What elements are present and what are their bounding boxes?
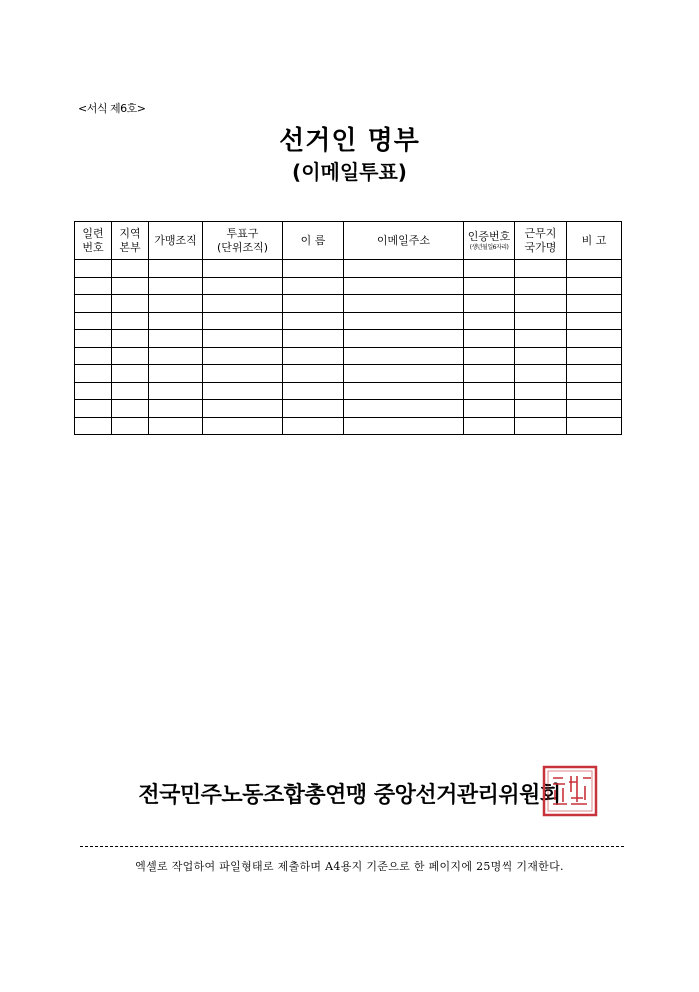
table-cell [567,417,622,435]
table-cell [464,295,515,313]
table-cell [515,400,567,418]
seal-border [544,767,596,815]
table-cell [283,277,344,295]
document-subtitle: (이메일투표) [292,160,407,184]
table-cell [515,260,567,278]
table-cell [112,330,149,348]
table-cell [149,400,203,418]
table-cell [344,347,464,365]
table-cell [567,277,622,295]
table-cell [515,295,567,313]
table-cell [567,382,622,400]
table-cell [149,277,203,295]
table-cell [203,417,283,435]
table-cell [464,382,515,400]
table-cell [344,277,464,295]
table-cell [75,295,112,313]
table-cell [567,260,622,278]
table-cell [112,347,149,365]
table-cell [75,277,112,295]
table-cell [112,382,149,400]
table-cell [515,382,567,400]
header-voting-district: 투표구 (단위조직) [203,222,283,260]
table-cell [112,312,149,330]
table-cell [567,295,622,313]
organization-name: 전국민주노동조합총연맹 중앙선거관리위원회 [138,783,561,808]
header-email: 이메일주소 [344,222,464,260]
table-cell [203,295,283,313]
table-cell [464,347,515,365]
table-cell [203,382,283,400]
table-cell [515,277,567,295]
header-work-country: 근무지 국가명 [515,222,567,260]
table-cell [464,417,515,435]
header-regional-branch: 지역 본부 [112,222,149,260]
table-cell [75,312,112,330]
table-cell [464,400,515,418]
table-cell [567,347,622,365]
table-cell [283,365,344,383]
table-cell [112,260,149,278]
table-cell [344,417,464,435]
table-cell [464,277,515,295]
table-cell [344,330,464,348]
table-cell [515,347,567,365]
table-cell [567,365,622,383]
table-cell [283,295,344,313]
header-serial-number: 일련 번호 [75,222,112,260]
table-cell [344,295,464,313]
header-auth-number: 인증번호 (생년월일6자리) [464,222,515,260]
table-cell [203,347,283,365]
table-cell [203,330,283,348]
table-cell [344,260,464,278]
table-cell [149,365,203,383]
table-cell [203,312,283,330]
table-cell [112,417,149,435]
table-row [75,347,622,365]
table-cell [75,330,112,348]
table-cell [515,417,567,435]
table-cell [283,260,344,278]
table-row [75,400,622,418]
table-cell [283,312,344,330]
table-cell [75,347,112,365]
table-cell [283,347,344,365]
form-number: <서식 제6호> [78,102,146,115]
table-cell [149,417,203,435]
table-row [75,312,622,330]
table-cell [149,260,203,278]
table-cell [567,312,622,330]
table-cell [464,260,515,278]
table-cell [344,365,464,383]
table-cell [515,312,567,330]
table-cell [75,382,112,400]
table-cell [75,260,112,278]
table-row [75,330,622,348]
table-row [75,295,622,313]
table-cell [567,400,622,418]
table-cell [567,330,622,348]
table-cell [283,330,344,348]
header-name: 이 름 [283,222,344,260]
table-cell [112,295,149,313]
header-affiliate: 가맹조직 [149,222,203,260]
voter-roster-table [74,221,622,435]
table-cell [203,277,283,295]
table-cell [283,417,344,435]
table-row [75,260,622,278]
table-cell [515,365,567,383]
table-cell [75,400,112,418]
header-remarks: 비 고 [567,222,622,260]
table-cell [149,347,203,365]
table-cell [464,330,515,348]
footnote: 엑셀로 작업하여 파일형태로 제출하며 A4용지 기준으로 한 페이지에 25명씩 기재한다. [135,860,564,873]
table-cell [464,312,515,330]
table-cell [344,382,464,400]
document-title: 선거인 명부 [279,126,420,156]
table-cell [149,330,203,348]
table-cell [203,400,283,418]
table-cell [283,400,344,418]
table-cell [344,312,464,330]
separator-line [80,846,624,847]
official-seal-icon [541,764,599,818]
table-cell [112,277,149,295]
table-row [75,365,622,383]
table-cell [75,365,112,383]
table-cell [283,382,344,400]
table-cell [149,312,203,330]
table-cell [149,382,203,400]
table-row [75,382,622,400]
table-cell [203,260,283,278]
table-row [75,277,622,295]
table-header-row [75,222,622,260]
table-cell [344,400,464,418]
table-cell [515,330,567,348]
table-row [75,417,622,435]
table-cell [75,417,112,435]
table-cell [112,400,149,418]
seal-characters [553,776,591,804]
table-cell [464,365,515,383]
table-cell [149,295,203,313]
table-cell [112,365,149,383]
table-cell [203,365,283,383]
